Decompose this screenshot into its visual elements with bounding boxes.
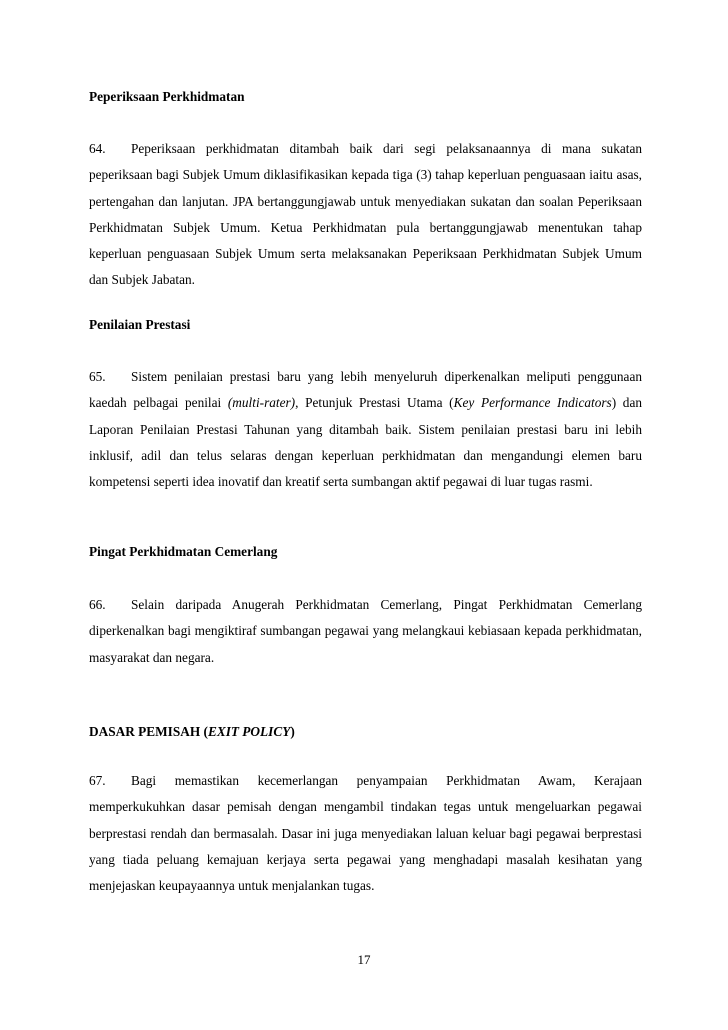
paragraph-italic: (multi-rater): [227, 395, 296, 411]
paragraph-number: 67.: [89, 773, 106, 788]
section-peperiksaan: [89, 88, 642, 106]
paragraph-body: Bagi memastikan kecemerlangan penyampaian Perkhidmatan Awam, Kerajaan memperkukuhkan dasar pemisah dengan mengambil tindakan tegas untuk mengeluarkan pegawai berprestasi rendah dan bermasalah. Dasar ini juga menyediakan laluan keluar bagi pegawai berprestasi yang tiada peluang kemajuan kerjaya serta pegawai yang menghadapi masalah kesihatan yang menjejaskan keupayaannya untuk menjalankan tugas.: [89, 773, 642, 894]
paragraph-number: 64.: [89, 141, 106, 156]
paragraph-text: [89, 768, 642, 899]
paragraph-number: 65.: [89, 369, 106, 384]
section-heading: Peperiksaan Perkhidmatan: [89, 89, 245, 104]
heading-part: DASAR PEMISAH (: [89, 724, 208, 739]
paragraph-body-part: Sistem penilaian prestasi baru yang lebih menyeluruh diperkenalkan meliputi penggunaan kaedah pelbagai penilai: [89, 369, 642, 411]
section-pingat: [89, 543, 642, 561]
paragraph-66: [89, 592, 642, 671]
section-penilaian: [89, 316, 642, 334]
paragraph-body-part: , Petunjuk Prestasi Utama (: [295, 395, 454, 411]
paragraph-67: [89, 768, 642, 899]
heading-part: ): [290, 724, 295, 739]
paragraph-italic: Key Performance Indicators: [453, 395, 612, 411]
paragraph-text: [89, 592, 642, 671]
section-heading: [89, 723, 642, 741]
paragraph-number: 66.: [89, 597, 106, 612]
section-dasar-pemisah: [89, 723, 642, 741]
paragraph-body-part: ) dan Laporan Penilaian Prestasi Tahunan yang ditambah baik. Sistem penilaian prestasi baru ini lebih inklusif, adil dan telus selaras dengan keperluan perkhidmatan dan mengandungi elemen baru kompetensi seperti idea inovatif dan kreatif serta sumbangan aktif pegawai di luar tugas rasmi.: [89, 395, 642, 490]
section-heading: Penilaian Prestasi: [89, 317, 191, 332]
heading-italic: EXIT POLICY: [207, 724, 291, 739]
paragraph-text: [89, 364, 642, 495]
paragraph-text: [89, 136, 642, 294]
page-number: 17: [357, 952, 371, 967]
section-heading: Pingat Perkhidmatan Cemerlang: [89, 544, 278, 559]
paragraph-body: Peperiksaan perkhidmatan ditambah baik dari segi pelaksanaannya di mana sukatan peperiksaan bagi Subjek Umum diklasifikasikan kepada tiga (3) tahap keperluan penguasaan iaitu asas, pertengahan dan lanjutan. JPA bertanggungjawab untuk menyediakan sukatan dan soalan Peperiksaan Perkhidmatan Subjek Umum. Ketua Perkhidmatan pula bertanggungjawab menentukan tahap keperluan penguasaan Subjek Umum serta melaksanakan Peperiksaan Perkhidmatan Subjek Umum dan Subjek Jabatan.: [89, 141, 642, 288]
paragraph-64: [89, 136, 642, 294]
paragraph-body: Selain daripada Anugerah Perkhidmatan Cemerlang, Pingat Perkhidmatan Cemerlang diperkenalkan bagi mengiktiraf sumbangan pegawai yang melangkaui kebiasaan kepada perkhidmatan, masyarakat dan negara.: [89, 597, 642, 665]
paragraph-65: [89, 364, 642, 495]
